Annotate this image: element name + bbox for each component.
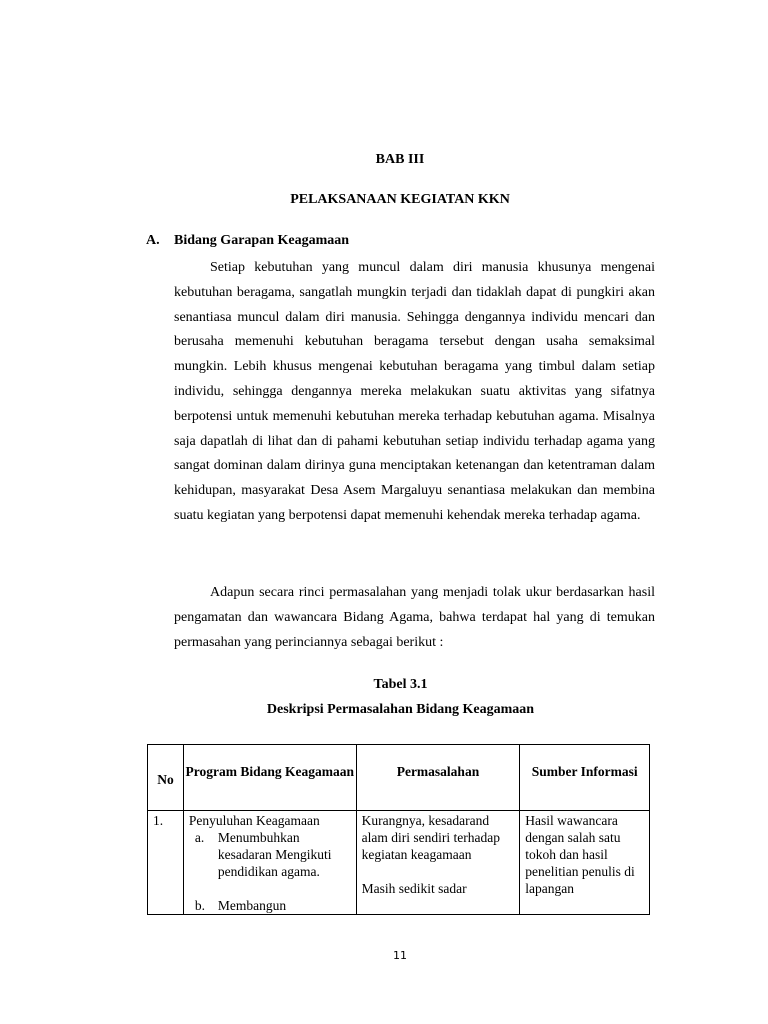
permasalahan-2: Masih sedikit sadar: [361, 881, 467, 896]
table-row: [148, 811, 650, 915]
paragraph-1: Setiap kebutuhan yang muncul dalam diri manusia khusunya mengenai kebutuhan beragama, sangatlah mungkin terjadi dan tidaklah dapat di pungkiri akan senantiasa muncul dalam diri manusia. Sehingga dengannya individu mencari dan berusaha memenuhi kebutuhan beragama tersebut dengan usaha semaksimal mungkin. Lebih khusus mengenai kebutuhan beragama yang timbul dalam setiap individu, sehingga dengannya mereka melakukan suatu aktivitas yang sifatnya berpotensi untuk memenuhi kebutuhan mereka terhadap kebutuhan agama. Misalnya saja dapatlah di lihat dan di pahami kebutuhan setiap individu terhadap agama yang sangat dominan dalam dirinya guna menciptakan ketenangan dan ketentraman dalam kehidupan, masyarakat Desa Asem Margaluyu senantiasa melakukan dan membina suatu kegiatan yang berpotensi dapat memenuhi kehendak mereka terhadap agama.: [174, 260, 655, 523]
cell-no: 1.: [148, 811, 184, 915]
page-number: 11: [393, 949, 407, 962]
program-item-a: a. Menumbuhkan kesadaran Mengikuti pendidikan agama.: [194, 830, 332, 879]
table-header-row: [148, 745, 650, 811]
table-caption-number: Tabel 3.1: [373, 677, 428, 692]
paragraph-2: Adapun secara rinci permasalahan yang menjadi tolak ukur berdasarkan hasil pengamatan dan wawancara Bidang Agama, bahwa terdapat hal yang di temukan permasahan yang perinciannya sebagai berikut :: [174, 585, 655, 650]
program-title: Penyuluhan Keagamaan: [188, 813, 320, 828]
section-title: Bidang Garapan Keagamaan: [174, 233, 350, 248]
program-item-b: b. Membangun: [194, 898, 287, 913]
cell-permasalahan: [356, 811, 520, 915]
cell-sumber: Hasil wawancara dengan salah satu tokoh dan hasil penelitian penulis di lapangan: [520, 811, 650, 915]
header-sumber: Sumber Informasi: [520, 745, 650, 811]
problems-table: [147, 744, 650, 915]
section-letter: A.: [146, 233, 160, 248]
permasalahan-1: Kurangnya, kesadarand alam diri sendiri terhadap kegiatan keagamaan: [361, 813, 500, 862]
section-heading: [146, 233, 349, 249]
header-permasalahan: Permasalahan: [356, 745, 520, 811]
header-program: Program Bidang Keagamaan: [183, 745, 356, 811]
table-caption-title: Deskripsi Permasalahan Bidang Keagamaan: [266, 702, 535, 717]
cell-program: [183, 811, 356, 915]
chapter-title: PELAKSANAAN KEGIATAN KKN: [290, 192, 510, 207]
header-no: No: [148, 745, 184, 811]
chapter-heading: BAB III: [375, 152, 425, 167]
